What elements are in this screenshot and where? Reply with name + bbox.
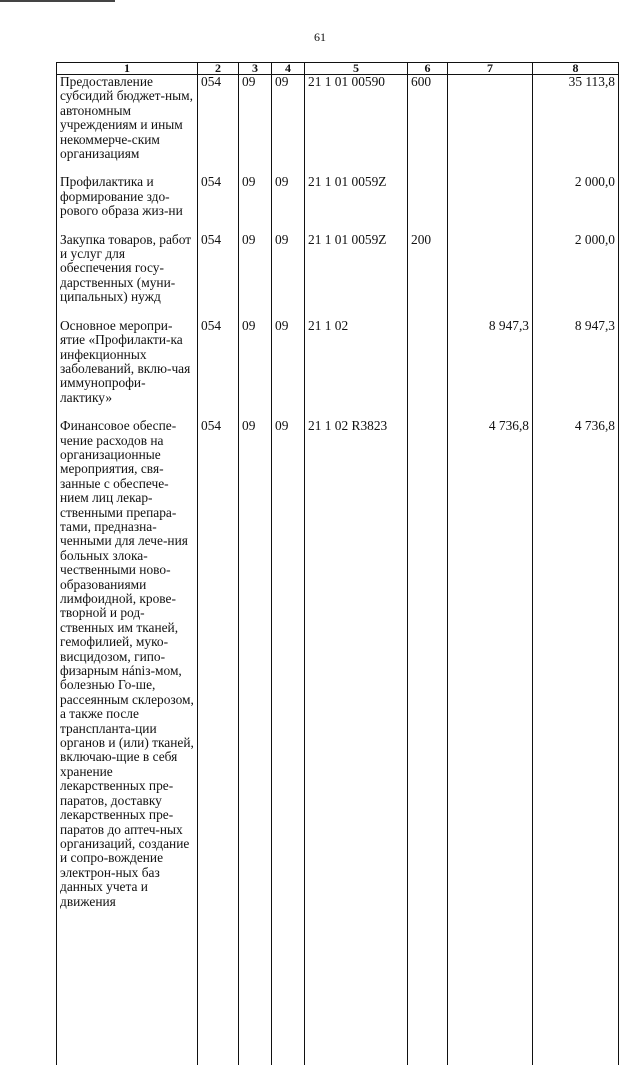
row-name: Финансовое обеспе-чение расходов на организационные мероприятия, свя-занные с обеспече-нием лиц лекар-ственными препара-тами, предназна-ченными для лече-ния больных злока-чественными ново-образованиями лимфоидной, крове-творной и род-ственных им тканей, гемофилией, муко-висцидозом, гипо-физарным нániз-мом, болезнью Го-ше, рассеянным склерозом, а также после транспланта-ции органов и (или) тканей, включаю-щие в себя хранение лекарственных пре-паратов, доставку лекарственных пре-паратов до аптеч-ных организаций, создание и сопро-вождение электрон-ных баз данных учета и движения — [57, 419, 198, 1065]
row-amount-7 — [448, 233, 533, 305]
row-spacer — [57, 305, 619, 319]
table-row — [57, 175, 619, 218]
header-row — [57, 63, 619, 75]
table-row — [57, 319, 619, 405]
row-amount-8: 2 000,0 — [533, 233, 619, 305]
page-number: 61 — [314, 30, 326, 44]
row-target-code: 21 1 01 00590 — [305, 75, 408, 162]
col-header-2: 2 — [198, 63, 239, 75]
row-subsection-code: 09 — [272, 75, 305, 162]
col-header-1: 1 — [57, 63, 198, 75]
row-name: Предоставление субсидий бюджет-ным, автономным учреждениям и иным некоммерче-ским организациям — [57, 75, 198, 162]
row-amount-7: 8 947,3 — [448, 319, 533, 405]
row-amount-7: 4 736,8 — [448, 419, 533, 1065]
row-target-code: 21 1 01 0059Z — [305, 175, 408, 218]
row-expense-type — [408, 175, 448, 218]
table-row — [57, 75, 619, 162]
row-amount-8: 35 113,8 — [533, 75, 619, 162]
top-rule — [0, 0, 115, 2]
row-amount-7 — [448, 175, 533, 218]
row-target-code: 21 1 01 0059Z — [305, 233, 408, 305]
table-row — [57, 233, 619, 305]
row-amount-7 — [448, 75, 533, 162]
row-ministry-code: 054 — [198, 175, 239, 218]
row-amount-8: 2 000,0 — [533, 175, 619, 218]
row-ministry-code: 054 — [198, 233, 239, 305]
row-expense-type — [408, 319, 448, 405]
row-section-code: 09 — [239, 75, 272, 162]
col-header-3: 3 — [239, 63, 272, 75]
row-name: Профилактика и формирование здо-рового образа жиз-ни — [57, 175, 198, 218]
row-subsection-code: 09 — [272, 175, 305, 218]
row-ministry-code: 054 — [198, 419, 239, 1065]
col-header-7: 7 — [448, 63, 533, 75]
row-subsection-code: 09 — [272, 233, 305, 305]
row-section-code: 09 — [239, 419, 272, 1065]
row-ministry-code: 054 — [198, 319, 239, 405]
col-header-5: 5 — [305, 63, 408, 75]
row-amount-8: 4 736,8 — [533, 419, 619, 1065]
row-expense-type: 200 — [408, 233, 448, 305]
col-header-6: 6 — [408, 63, 448, 75]
row-section-code: 09 — [239, 175, 272, 218]
row-spacer — [57, 219, 619, 233]
table-row — [57, 419, 619, 1065]
row-section-code: 09 — [239, 233, 272, 305]
row-amount-8: 8 947,3 — [533, 319, 619, 405]
row-name: Закупка товаров, работ и услуг для обеспечения госу-дарственных (муни-ципальных) нужд — [57, 233, 198, 305]
row-spacer — [57, 161, 619, 175]
budget-table — [56, 62, 619, 1065]
row-expense-type: 600 — [408, 75, 448, 162]
col-header-4: 4 — [272, 63, 305, 75]
row-expense-type — [408, 419, 448, 1065]
row-subsection-code: 09 — [272, 319, 305, 405]
col-header-8: 8 — [533, 63, 619, 75]
row-ministry-code: 054 — [198, 75, 239, 162]
row-subsection-code: 09 — [272, 419, 305, 1065]
row-name: Основное меропри-ятие «Профилакти-ка инфекционных заболеваний, вклю-чая иммунопрофи-лактику» — [57, 319, 198, 405]
row-target-code: 21 1 02 R3823 — [305, 419, 408, 1065]
row-spacer — [57, 405, 619, 419]
row-target-code: 21 1 02 — [305, 319, 408, 405]
row-section-code: 09 — [239, 319, 272, 405]
